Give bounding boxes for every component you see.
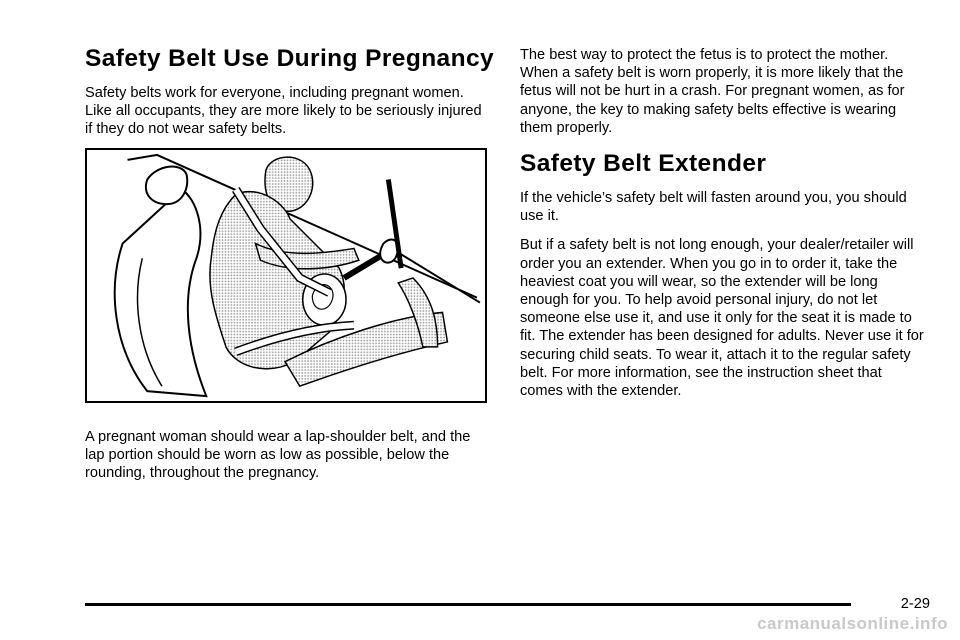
- fetus-protection-paragraph: The best way to protect the fetus is to protect the mother. When a safety belt is worn properly, it is more likely that the fetus will not be hurt in a crash. For pregnant women, as for anyone, the key to making safety belts effective is wearing them properly.: [520, 47, 905, 136]
- left-column: [85, 44, 494, 150]
- illustration-svg: [87, 150, 485, 401]
- watermark: carmanualsonline.info: [757, 614, 948, 633]
- page-number: 2-29: [900, 596, 930, 612]
- footer-rule: [85, 603, 851, 606]
- headrest: [146, 167, 187, 205]
- pregnancy-intro-paragraph: Safety belts work for everyone, including pregnant women. Like all occupants, they are more likely to be seriously injured if they do not wear safety belts.: [85, 85, 482, 138]
- pregnant-woman-seatbelt-illustration: [85, 148, 487, 403]
- section-title-extender: Safety Belt Extender: [520, 150, 767, 178]
- seat-back: [115, 189, 207, 396]
- section-title-pregnancy: Safety Belt Use During Pregnancy: [85, 45, 494, 72]
- illustration-caption-block: [85, 428, 489, 494]
- extender-paragraph-2: But if a safety belt is not long enough, your dealer/retailer will order you an extender. When you go in to order it, take the heaviest coat you will wear, so the extender will be long enough for you. To help avoid personal injury, do not let someone else use it, and use it only for the seat it is made to fit. The extender has been designed for adults. Never use it for securing child seats. To wear it, attach it to the regular safety belt. For more information, see the instruction sheet that comes with the extender.: [520, 237, 924, 400]
- illustration-caption: A pregnant woman should wear a lap-shoulder belt, and the lap portion should be worn as low as possible, below the rounding, throughout the pregnancy.: [85, 429, 471, 482]
- extender-paragraph-1: If the vehicle’s safety belt will fasten around you, you should use it.: [520, 190, 907, 225]
- right-column: [520, 46, 925, 411]
